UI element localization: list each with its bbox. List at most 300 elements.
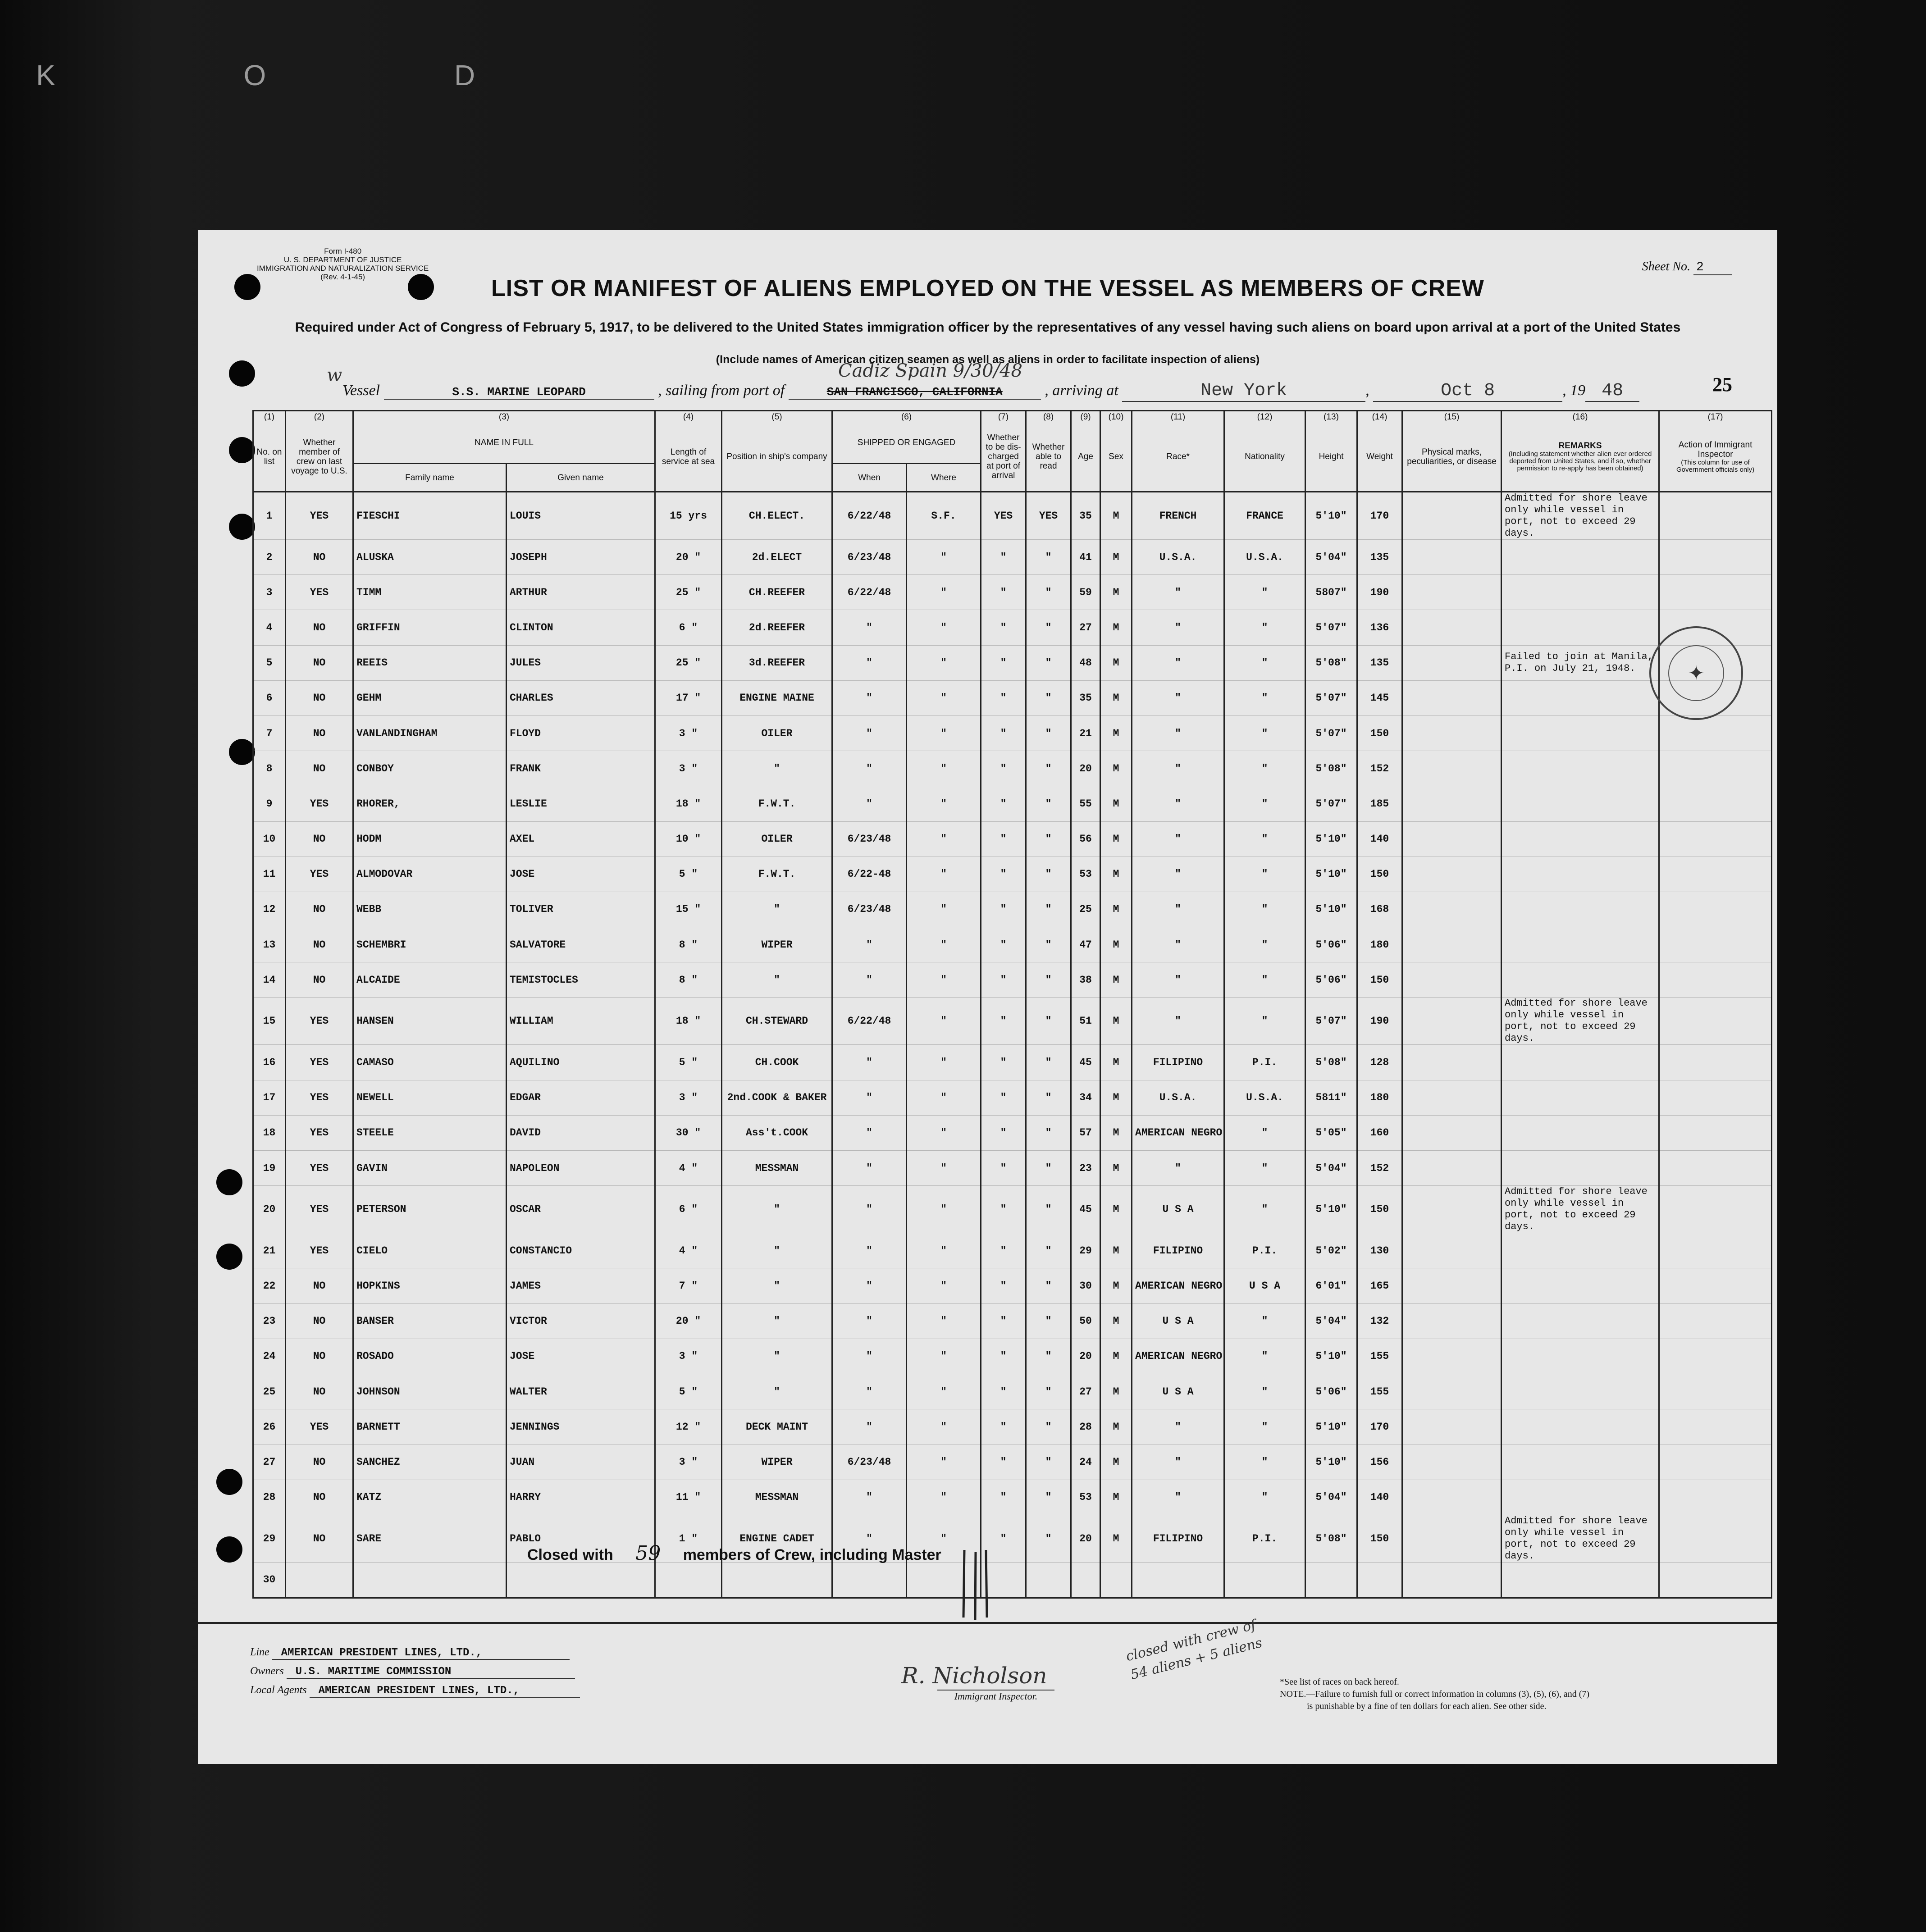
cell-member: YES [286, 575, 353, 610]
page-title: LIST OR MANIFEST OF ALIENS EMPLOYED ON THE VESSEL AS MEMBERS OF CREW [491, 275, 1484, 301]
arriving-year: 48 [1585, 381, 1639, 402]
cell-age: 51 [1071, 998, 1100, 1045]
cell-no: 29 [253, 1515, 286, 1562]
cell-where: " [907, 751, 981, 786]
cell-discharged: " [981, 1115, 1026, 1150]
cell-race: " [1132, 1151, 1224, 1186]
cell-nationality: " [1224, 892, 1305, 927]
cell-physical [1402, 1233, 1502, 1268]
cell-no: 10 [253, 821, 286, 857]
cell-read: " [1026, 1515, 1071, 1562]
cell-no: 28 [253, 1480, 286, 1515]
cell-family: BANSER [353, 1303, 507, 1339]
cell-when: " [832, 786, 907, 821]
cell-member: YES [286, 998, 353, 1045]
cell-nationality [1224, 1562, 1305, 1598]
cell-physical [1402, 1409, 1502, 1444]
cell-when: " [832, 962, 907, 998]
table-row [253, 1303, 1772, 1339]
cell-member: NO [286, 540, 353, 575]
cell-given: LOUIS [507, 492, 655, 540]
cell-where: " [907, 927, 981, 962]
cell-race: FILIPINO [1132, 1515, 1224, 1562]
cell-given: OSCAR [507, 1186, 655, 1233]
cell-no: 4 [253, 610, 286, 645]
cell-physical [1402, 1515, 1502, 1562]
cell-where: " [907, 1444, 981, 1480]
cell-length: 10 " [655, 821, 722, 857]
cell-member: NO [286, 751, 353, 786]
cell-position: " [722, 1186, 832, 1233]
cell-physical [1402, 1444, 1502, 1480]
cell-sex: M [1100, 1515, 1132, 1562]
table-row [253, 1151, 1772, 1186]
cell-family: HANSEN [353, 998, 507, 1045]
cell-race: " [1132, 751, 1224, 786]
cell-age: 35 [1071, 680, 1100, 715]
cell-member: NO [286, 1339, 353, 1374]
cell-when: " [832, 1303, 907, 1339]
cell-no: 16 [253, 1045, 286, 1080]
cell-position: 3d.REEFER [722, 645, 832, 680]
header-age: Age [1071, 422, 1100, 492]
cell-position: ENGINE CADET [722, 1515, 832, 1562]
cell-family: WEBB [353, 892, 507, 927]
punch-hole [229, 437, 255, 463]
cell-position: 2d.ELECT [722, 540, 832, 575]
cell-age: 45 [1071, 1045, 1100, 1080]
handwritten-closed-note: closed with crew of 54 aliens + 5 aliens [1124, 1617, 1264, 1683]
cell-no: 12 [253, 892, 286, 927]
cell-read: " [1026, 1233, 1071, 1268]
cell-nationality: P.I. [1224, 1515, 1305, 1562]
table-row [253, 715, 1772, 751]
cell-race: " [1132, 927, 1224, 962]
cell-nationality: " [1224, 1303, 1305, 1339]
cell-nationality: " [1224, 786, 1305, 821]
cell-position: " [722, 751, 832, 786]
cell-sex: M [1100, 1339, 1132, 1374]
header-remarks: REMARKS (Including statement whether alien ever ordered deported from United States, and if so, whether permission to re-apply has been obtained) [1502, 422, 1659, 492]
cell-where: " [907, 1480, 981, 1515]
cell-no: 27 [253, 1444, 286, 1480]
cell-discharged: " [981, 680, 1026, 715]
cell-family: TIMM [353, 575, 507, 610]
header-whether-member: Whether member of crew on last voyage to U.S. [286, 422, 353, 492]
cell-given: CONSTANCIO [507, 1233, 655, 1268]
inspector-signature: R. Nicholson [901, 1663, 1047, 1689]
cell-race: U S A [1132, 1303, 1224, 1339]
cell-nationality: U S A [1224, 1268, 1305, 1303]
cell-age: 20 [1071, 1339, 1100, 1374]
cell-read: " [1026, 1080, 1071, 1115]
cell-where: " [907, 1151, 981, 1186]
cell-discharged: " [981, 1515, 1026, 1562]
cell-race: " [1132, 575, 1224, 610]
cell-weight: 152 [1357, 751, 1402, 786]
cell-remarks [1502, 1115, 1659, 1150]
cell-action [1659, 1233, 1772, 1268]
cell-read: " [1026, 1374, 1071, 1409]
cell-member: NO [286, 1480, 353, 1515]
cell-length: 6 " [655, 610, 722, 645]
cell-height: 5'08" [1305, 645, 1357, 680]
table-row [253, 857, 1772, 892]
cell-sex: M [1100, 1303, 1132, 1339]
cell-sex: M [1100, 1480, 1132, 1515]
cell-length: 15 " [655, 892, 722, 927]
cell-nationality: " [1224, 857, 1305, 892]
cell-nationality: " [1224, 1444, 1305, 1480]
table-row [253, 1080, 1772, 1115]
table-row [253, 1186, 1772, 1233]
header-physical: Physical marks, peculiarities, or disease [1402, 422, 1502, 492]
cell-discharged: " [981, 1233, 1026, 1268]
table-row [253, 1268, 1772, 1303]
cell-read: " [1026, 998, 1071, 1045]
cell-length: 6 " [655, 1186, 722, 1233]
cell-sex: M [1100, 1268, 1132, 1303]
cell-position: MESSMAN [722, 1480, 832, 1515]
cell-member: YES [286, 1409, 353, 1444]
cell-given: VICTOR [507, 1303, 655, 1339]
header-position: Position in ship's company [722, 422, 832, 492]
cell-length: 3 " [655, 1080, 722, 1115]
cell-read: " [1026, 610, 1071, 645]
cell-weight: 135 [1357, 645, 1402, 680]
cell-height: 5'07" [1305, 786, 1357, 821]
cell-sex: M [1100, 715, 1132, 751]
cell-height: 5'05" [1305, 1115, 1357, 1150]
cell-member [286, 1562, 353, 1598]
cell-position: " [722, 1233, 832, 1268]
cell-no: 18 [253, 1115, 286, 1150]
cell-discharged: " [981, 575, 1026, 610]
cell-height [1305, 1562, 1357, 1598]
cell-position: F.W.T. [722, 857, 832, 892]
cell-age: 53 [1071, 1480, 1100, 1515]
cell-where: " [907, 1339, 981, 1374]
cell-remarks [1502, 575, 1659, 610]
table-row [253, 927, 1772, 962]
table-row [253, 751, 1772, 786]
cell-given: CLINTON [507, 610, 655, 645]
cell-race: " [1132, 821, 1224, 857]
cell-length: 18 " [655, 786, 722, 821]
cell-height: 5'04" [1305, 1303, 1357, 1339]
cell-weight: 185 [1357, 786, 1402, 821]
cell-sex: M [1100, 1115, 1132, 1150]
cell-no: 17 [253, 1080, 286, 1115]
cell-action [1659, 1115, 1772, 1150]
header-name-in-full: NAME IN FULL [353, 422, 655, 464]
vessel-line: Vessel S.S. MARINE LEOPARD , sailing from port of SAN FRANCISCO, CALIFORNIA , arriving at New York , Oct 8 , 19 48 [342, 381, 1639, 402]
header-height: Height [1305, 422, 1357, 492]
cell-physical [1402, 751, 1502, 786]
cell-nationality: " [1224, 1409, 1305, 1444]
cell-member: NO [286, 715, 353, 751]
cell-given: SALVATORE [507, 927, 655, 962]
punch-hole [216, 1169, 242, 1195]
cell-length: 25 " [655, 645, 722, 680]
cell-read: " [1026, 540, 1071, 575]
cell-weight: 168 [1357, 892, 1402, 927]
cell-member: YES [286, 857, 353, 892]
cell-given: WALTER [507, 1374, 655, 1409]
cell-nationality: " [1224, 1339, 1305, 1374]
cell-remarks [1502, 857, 1659, 892]
cell-race: " [1132, 645, 1224, 680]
cell-remarks [1502, 962, 1659, 998]
header-discharged: Whether to be dis-charged at port of arrival [981, 422, 1026, 492]
cell-race: AMERICAN NEGRO [1132, 1268, 1224, 1303]
cell-physical [1402, 1374, 1502, 1409]
cell-member: YES [286, 492, 353, 540]
cell-height: 5'10" [1305, 821, 1357, 857]
cell-race: " [1132, 786, 1224, 821]
punch-hole [229, 514, 255, 540]
cell-nationality: " [1224, 1151, 1305, 1186]
cell-sex: M [1100, 492, 1132, 540]
cell-length: 15 yrs [655, 492, 722, 540]
cell-position: " [722, 1268, 832, 1303]
cell-length: 1 " [655, 1515, 722, 1562]
cell-height: 5807" [1305, 575, 1357, 610]
cell-when: " [832, 1409, 907, 1444]
cell-race: FILIPINO [1132, 1045, 1224, 1080]
cell-nationality: P.I. [1224, 1045, 1305, 1080]
cell-where: " [907, 1515, 981, 1562]
cell-race: AMERICAN NEGRO [1132, 1115, 1224, 1150]
cell-when: " [832, 1515, 907, 1562]
cell-member: NO [286, 680, 353, 715]
cell-given: NAPOLEON [507, 1151, 655, 1186]
cell-nationality: " [1224, 962, 1305, 998]
cell-where: " [907, 680, 981, 715]
table-row [253, 645, 1772, 680]
cell-race: FILIPINO [1132, 1233, 1224, 1268]
cell-height: 5'10" [1305, 857, 1357, 892]
table-row [253, 1409, 1772, 1444]
cell-discharged: " [981, 1080, 1026, 1115]
cell-length: 3 " [655, 1444, 722, 1480]
page-subtitle: Required under Act of Congress of February 5, 1917, to be delivered to the United States immigration officer by the representatives of any vessel having such aliens on board upon arrival at a port of the United States [295, 320, 1681, 335]
cell-sex: M [1100, 1186, 1132, 1233]
film-edge-letters: K O D [36, 59, 566, 91]
cell-position: F.W.T. [722, 786, 832, 821]
cell-sex: M [1100, 1409, 1132, 1444]
cell-family: JOHNSON [353, 1374, 507, 1409]
cell-weight: 150 [1357, 962, 1402, 998]
cell-physical [1402, 1045, 1502, 1080]
cell-discharged: " [981, 1186, 1026, 1233]
cell-position: MESSMAN [722, 1151, 832, 1186]
cell-length: 11 " [655, 1480, 722, 1515]
cell-physical [1402, 821, 1502, 857]
cell-position: ENGINE MAINE [722, 680, 832, 715]
cell-member: NO [286, 821, 353, 857]
cell-nationality: P.I. [1224, 1233, 1305, 1268]
cell-position: CH.COOK [722, 1045, 832, 1080]
table-row [253, 892, 1772, 927]
cell-weight: 136 [1357, 610, 1402, 645]
cell-remarks [1502, 1374, 1659, 1409]
cell-no: 3 [253, 575, 286, 610]
cell-nationality: " [1224, 715, 1305, 751]
cell-age [1071, 1562, 1100, 1598]
cell-physical [1402, 1268, 1502, 1303]
cell-discharged: " [981, 610, 1026, 645]
cell-given: WILLIAM [507, 998, 655, 1045]
cell-family: ROSADO [353, 1339, 507, 1374]
punch-hole [216, 1536, 242, 1563]
cell-length: 8 " [655, 927, 722, 962]
cell-length: 8 " [655, 962, 722, 998]
cell-physical [1402, 645, 1502, 680]
cell-weight: 150 [1357, 1186, 1402, 1233]
cell-physical [1402, 1080, 1502, 1115]
cell-discharged: " [981, 1374, 1026, 1409]
vessel-name: S.S. MARINE LEOPARD [384, 385, 654, 400]
cell-read: " [1026, 1303, 1071, 1339]
cell-age: 21 [1071, 715, 1100, 751]
cell-read: " [1026, 927, 1071, 962]
cell-weight: 145 [1357, 680, 1402, 715]
cell-physical [1402, 1480, 1502, 1515]
cell-length: 5 " [655, 857, 722, 892]
cell-no: 30 [253, 1562, 286, 1598]
cell-physical [1402, 715, 1502, 751]
cell-action [1659, 1374, 1772, 1409]
cell-where: " [907, 575, 981, 610]
sheet-number: Sheet No. 2 [1639, 260, 1732, 275]
manifest-sheet [198, 230, 1777, 1764]
cell-family: KATZ [353, 1480, 507, 1515]
cell-where: " [907, 1268, 981, 1303]
cell-nationality: " [1224, 1115, 1305, 1150]
cell-height: 5'06" [1305, 927, 1357, 962]
cell-action [1659, 1480, 1772, 1515]
cell-discharged: " [981, 715, 1026, 751]
cell-read: " [1026, 680, 1071, 715]
header-family-name: Family name [353, 464, 507, 492]
table-row [253, 1115, 1772, 1150]
cell-weight: 155 [1357, 1339, 1402, 1374]
cell-no: 23 [253, 1303, 286, 1339]
cell-where: S.F. [907, 492, 981, 540]
cell-action [1659, 1562, 1772, 1598]
cell-race: " [1132, 1409, 1224, 1444]
cell-physical [1402, 1115, 1502, 1150]
cell-where: " [907, 715, 981, 751]
cell-position: WIPER [722, 927, 832, 962]
cell-remarks [1502, 1268, 1659, 1303]
cell-nationality: U.S.A. [1224, 540, 1305, 575]
cell-position [722, 1562, 832, 1598]
cell-member: NO [286, 927, 353, 962]
cell-given: FRANK [507, 751, 655, 786]
cell-remarks [1502, 610, 1659, 645]
cell-race: U S A [1132, 1186, 1224, 1233]
cell-position: " [722, 1339, 832, 1374]
cell-action [1659, 1303, 1772, 1339]
cell-remarks [1502, 821, 1659, 857]
cell-read: " [1026, 786, 1071, 821]
cell-race: U S A [1132, 1374, 1224, 1409]
cell-read: " [1026, 1045, 1071, 1080]
cell-position: WIPER [722, 1444, 832, 1480]
cell-discharged: " [981, 540, 1026, 575]
cell-action [1659, 1045, 1772, 1080]
cell-when: 6/22-48 [832, 857, 907, 892]
cell-when: " [832, 1115, 907, 1150]
cell-age: 57 [1071, 1115, 1100, 1150]
punch-hole [216, 1244, 242, 1270]
cell-when: " [832, 610, 907, 645]
table-row [253, 1339, 1772, 1374]
header-weight: Weight [1357, 422, 1402, 492]
table-row [253, 1515, 1772, 1562]
header-length-service: Length of service at sea [655, 422, 722, 492]
cell-given: AXEL [507, 821, 655, 857]
cell-sex: M [1100, 927, 1132, 962]
cell-read: " [1026, 751, 1071, 786]
cell-when: 6/23/48 [832, 1444, 907, 1480]
cell-remarks [1502, 1480, 1659, 1515]
cell-when: " [832, 1151, 907, 1186]
table-row [253, 821, 1772, 857]
cell-action [1659, 1339, 1772, 1374]
cell-family: SARE [353, 1515, 507, 1562]
cell-position: CH.REEFER [722, 575, 832, 610]
cell-weight: 152 [1357, 1151, 1402, 1186]
cell-action [1659, 715, 1772, 751]
cell-member: NO [286, 610, 353, 645]
cell-nationality: " [1224, 821, 1305, 857]
cell-no: 22 [253, 1268, 286, 1303]
consulate-seal: ✦ [1649, 626, 1743, 720]
cell-age: 47 [1071, 927, 1100, 962]
cell-given: JENNINGS [507, 1409, 655, 1444]
cell-remarks [1502, 751, 1659, 786]
cell-where: " [907, 998, 981, 1045]
cell-height: 5'07" [1305, 998, 1357, 1045]
cell-family: CIELO [353, 1233, 507, 1268]
cell-read: " [1026, 1444, 1071, 1480]
cell-given: JULES [507, 645, 655, 680]
cell-physical [1402, 857, 1502, 892]
cell-when: " [832, 1186, 907, 1233]
cell-sex: M [1100, 857, 1132, 892]
arriving-date: Oct 8 [1373, 381, 1562, 402]
cell-family: HODM [353, 821, 507, 857]
cell-action [1659, 927, 1772, 962]
cell-length: 4 " [655, 1151, 722, 1186]
cell-length [655, 1562, 722, 1598]
cell-when [832, 1562, 907, 1598]
cell-action [1659, 575, 1772, 610]
cell-remarks [1502, 1233, 1659, 1268]
cell-remarks [1502, 1080, 1659, 1115]
cell-member: NO [286, 892, 353, 927]
cell-length: 25 " [655, 575, 722, 610]
cell-given: JAMES [507, 1268, 655, 1303]
cell-physical [1402, 1151, 1502, 1186]
cell-when: 6/23/48 [832, 892, 907, 927]
cell-position: Ass't.COOK [722, 1115, 832, 1150]
header-when: When [832, 464, 907, 492]
cell-age: 35 [1071, 492, 1100, 540]
